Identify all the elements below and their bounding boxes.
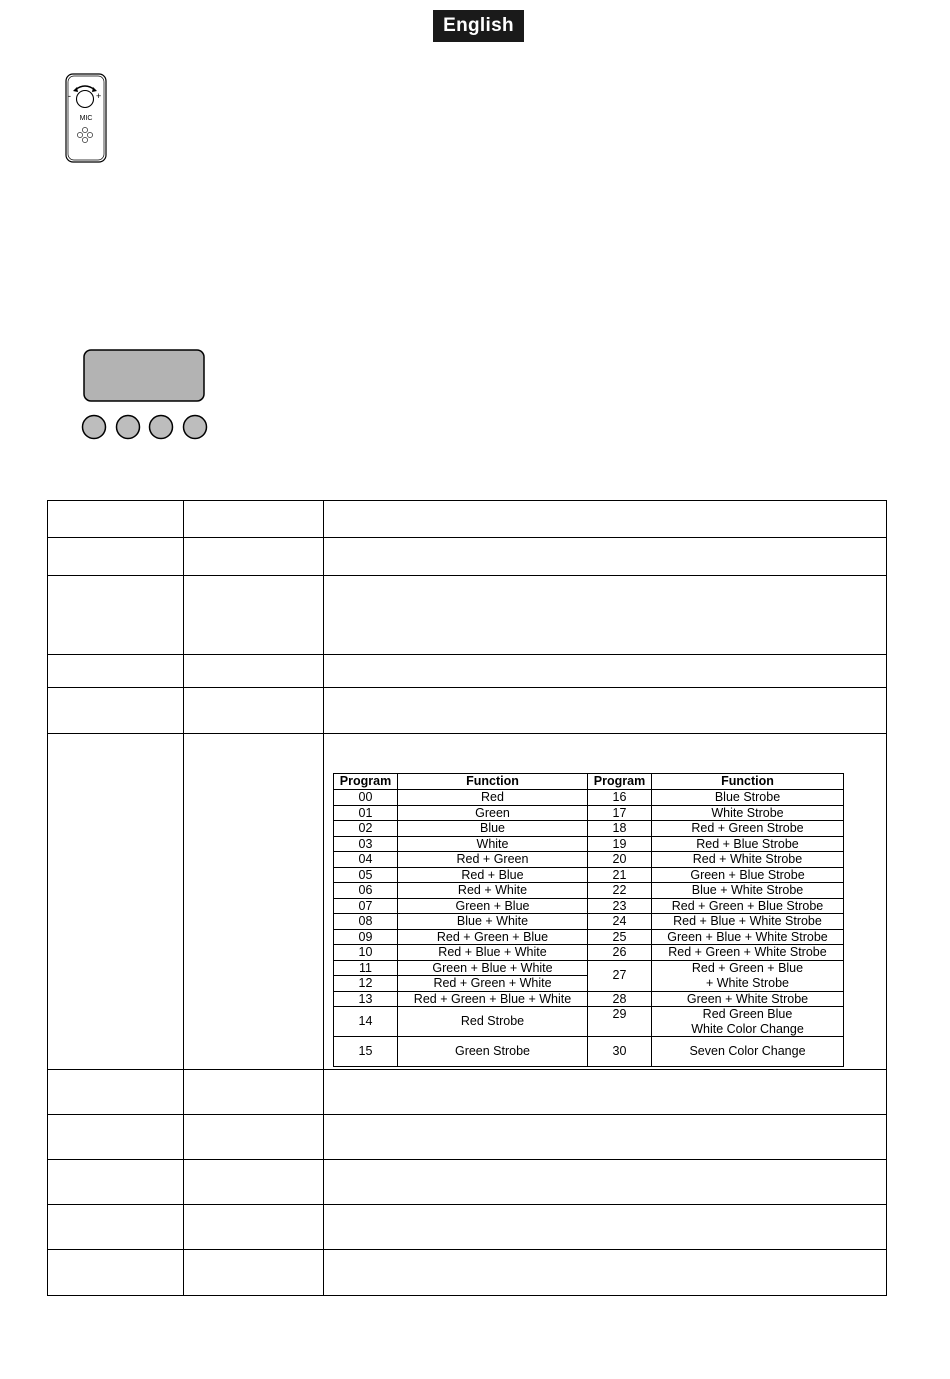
table-row (48, 1115, 887, 1160)
program-number: 27 (588, 960, 652, 991)
down-button[interactable] (150, 416, 173, 439)
program-function: Green + Blue + White Strobe (652, 929, 844, 945)
column-header: Program (334, 774, 398, 790)
table-row (48, 1070, 887, 1115)
table-row (334, 836, 844, 852)
program-function: Red Strobe (398, 1007, 588, 1037)
table-header-row (334, 774, 844, 790)
program-number: 14 (334, 1007, 398, 1037)
table-row (48, 1250, 887, 1296)
table-row (334, 805, 844, 821)
program-number: 26 (588, 945, 652, 961)
program-number: 12 (334, 976, 398, 992)
table-row (48, 1205, 887, 1250)
program-number: 29 (588, 1007, 652, 1037)
program-function: Red + Green Strobe (652, 821, 844, 837)
program-number: 24 (588, 914, 652, 930)
language-badge: English (433, 10, 524, 42)
program-function: Red + Blue + White (398, 945, 588, 961)
table-row (334, 1037, 844, 1067)
program-number: 02 (334, 821, 398, 837)
program-number: 07 (334, 898, 398, 914)
program-number: 20 (588, 852, 652, 868)
program-function: Red + Blue (398, 867, 588, 883)
program-function: Red + Green + Blue + White (398, 991, 588, 1007)
program-number: 30 (588, 1037, 652, 1067)
program-function: Red + White Strobe (652, 852, 844, 868)
table-row (334, 945, 844, 961)
program-function: Red + White (398, 883, 588, 899)
function-line: Red + Green + Blue (691, 961, 804, 975)
program-function: Red + Blue Strobe (652, 836, 844, 852)
program-number: 04 (334, 852, 398, 868)
program-function: Blue + White (398, 914, 588, 930)
program-number: 22 (588, 883, 652, 899)
program-function (652, 960, 844, 991)
column-header: Function (398, 774, 588, 790)
table-row (48, 655, 887, 688)
enter-button[interactable] (184, 416, 207, 439)
table-row (48, 501, 887, 538)
plus-sign: + (96, 91, 102, 101)
table-row (334, 898, 844, 914)
program-function: White (398, 836, 588, 852)
table-row (334, 852, 844, 868)
program-function: Red (398, 790, 588, 806)
program-function: Red + Green + Blue Strobe (652, 898, 844, 914)
program-function: White Strobe (652, 805, 844, 821)
up-button[interactable] (117, 416, 140, 439)
program-number: 28 (588, 991, 652, 1007)
function-line: White Color Change (691, 1021, 804, 1036)
program-number: 00 (334, 790, 398, 806)
table-row (334, 914, 844, 930)
program-number: 01 (334, 805, 398, 821)
control-display-panel (78, 345, 212, 445)
program-function-table (333, 773, 844, 1067)
table-row (334, 960, 844, 976)
program-function: Blue Strobe (652, 790, 844, 806)
minus-sign: - (68, 91, 71, 101)
program-function: Green + Blue Strobe (652, 867, 844, 883)
column-header: Program (588, 774, 652, 790)
program-function: Red + Green + White (398, 976, 588, 992)
column-header: Function (652, 774, 844, 790)
table-row (48, 1160, 887, 1205)
function-line: + White Strobe (705, 975, 790, 990)
program-function: Red + Blue + White Strobe (652, 914, 844, 930)
program-table-container (333, 773, 843, 1067)
mic-control-panel (64, 72, 108, 164)
program-function: Blue + White Strobe (652, 883, 844, 899)
program-number: 17 (588, 805, 652, 821)
table-row (334, 821, 844, 837)
table-row (334, 1007, 844, 1037)
program-number: 16 (588, 790, 652, 806)
program-function: Green + Blue + White (398, 960, 588, 976)
table-row (48, 538, 887, 576)
program-number: 05 (334, 867, 398, 883)
program-number: 25 (588, 929, 652, 945)
program-number: 09 (334, 929, 398, 945)
table-row (334, 867, 844, 883)
table-row (48, 576, 887, 655)
program-number: 23 (588, 898, 652, 914)
mic-label: MIC (79, 115, 93, 122)
table-row (334, 883, 844, 899)
menu-button[interactable] (83, 416, 106, 439)
program-number: 03 (334, 836, 398, 852)
program-function: Red + Green + Blue (398, 929, 588, 945)
program-function (652, 1007, 844, 1037)
program-number: 10 (334, 945, 398, 961)
program-function: Green Strobe (398, 1037, 588, 1067)
program-function: Seven Color Change (652, 1037, 844, 1067)
program-number: 15 (334, 1037, 398, 1067)
lcd-display (84, 350, 204, 401)
program-number: 08 (334, 914, 398, 930)
program-function: Green (398, 805, 588, 821)
program-number: 18 (588, 821, 652, 837)
program-number: 13 (334, 991, 398, 1007)
program-function: Red + Green + White Strobe (652, 945, 844, 961)
program-number: 06 (334, 883, 398, 899)
table-row (48, 688, 887, 734)
program-function: Green + White Strobe (652, 991, 844, 1007)
program-function: Blue (398, 821, 588, 837)
program-number: 11 (334, 960, 398, 976)
table-row (334, 991, 844, 1007)
table-row (334, 790, 844, 806)
program-function: Green + Blue (398, 898, 588, 914)
table-row (334, 929, 844, 945)
program-number: 21 (588, 867, 652, 883)
program-function: Red + Green (398, 852, 588, 868)
program-number: 19 (588, 836, 652, 852)
function-line: Red Green Blue (702, 1007, 793, 1021)
